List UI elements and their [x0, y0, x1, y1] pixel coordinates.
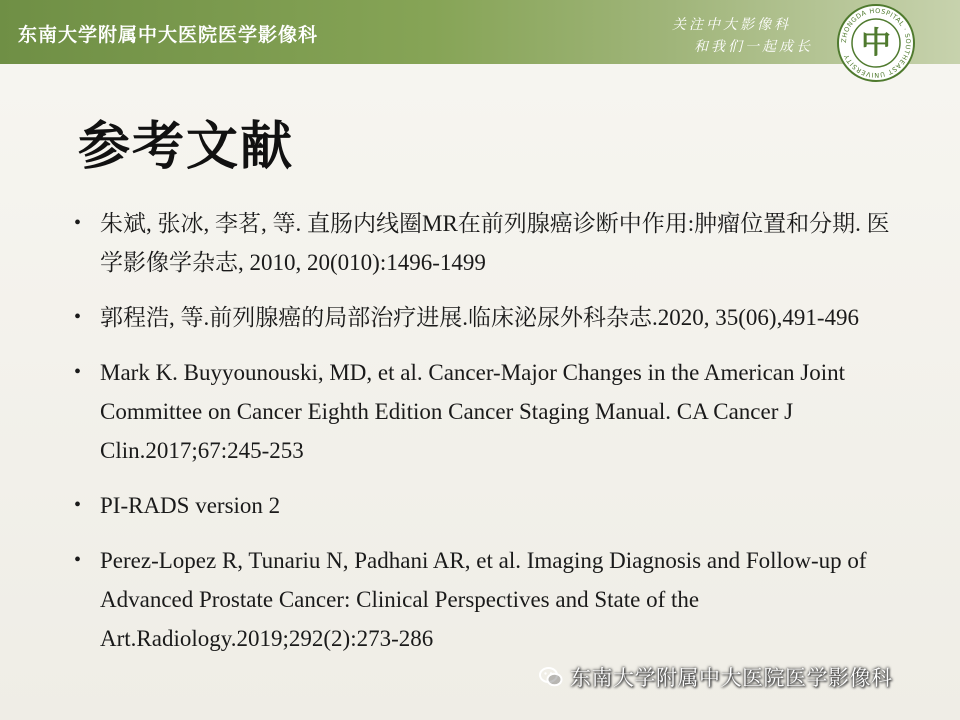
watermark-text: 东南大学附属中大医院医学影像科 [570, 666, 893, 690]
reference-item-4 [72, 486, 892, 525]
bullet-icon: • [74, 212, 82, 234]
bullet-icon: • [74, 306, 82, 328]
reference-list [72, 204, 892, 674]
wechat-icon [538, 664, 564, 690]
page-title: 参考文献 [78, 117, 295, 177]
reference-text: Perez-Lopez R, Tunariu N, Padhani AR, et al. Imaging Diagnosis and Follow-up of Advanced Prostate Cancer: Clinical Perspectives and State of the Art.Radiology.2019;292(2):273-286 [100, 548, 867, 651]
slogan-line-1: 关注中大影像科 [672, 17, 791, 33]
reference-item-5 [72, 541, 892, 658]
reference-item-1 [72, 204, 892, 282]
header-title: 东南大学附属中大医院医学影像科 [18, 24, 319, 46]
reference-text: PI-RADS version 2 [100, 493, 281, 518]
slogan-line-2: 和我们一起成长 [694, 39, 813, 55]
bullet-icon: • [74, 494, 82, 516]
reference-text: Mark K. Buyyounouski, MD, et al. Cancer-Major Changes in the American Joint Committee on Cancer Eighth Edition Cancer Staging Manual. CA Cancer J Clin.2017;67:245-253 [100, 360, 845, 463]
reference-item-2 [72, 298, 892, 337]
wechat-watermark [538, 660, 893, 694]
reference-text: 郭程浩, 等.前列腺癌的局部治疗进展.临床泌尿外科杂志.2020, 35(06),491-496 [100, 305, 859, 330]
bullet-icon: • [74, 549, 82, 571]
bullet-icon: • [74, 361, 82, 383]
hospital-seal-logo [836, 3, 916, 83]
reference-item-3 [72, 353, 892, 470]
seal-glyph: 中 [861, 26, 891, 61]
reference-text: 朱斌, 张冰, 李茗, 等. 直肠内线圈MR在前列腺癌诊断中作用:肿瘤位置和分期. 医学影像学杂志, 2010, 20(010):1496-1499 [100, 211, 890, 275]
header-bar [0, 0, 960, 64]
seal-ring-text: ZHONGDA HOSPITAL · SOUTHEAST UNIVERSITY [839, 6, 913, 80]
